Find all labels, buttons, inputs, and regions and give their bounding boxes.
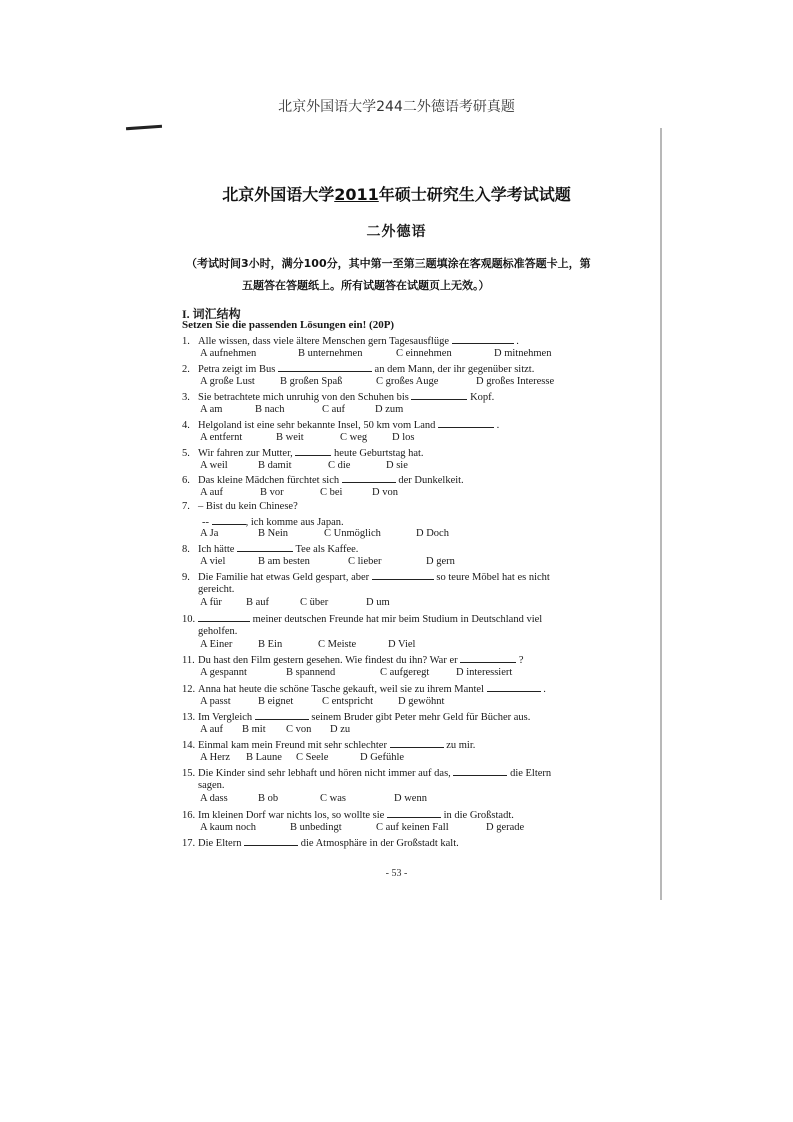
answer-blank[interactable]: [390, 737, 444, 748]
section-subheading: Setzen Sie die passenden Lösungen ein! (20P): [182, 319, 395, 331]
option-b[interactable]: B ob: [258, 793, 279, 804]
dialog-dash: --: [202, 516, 212, 528]
option-b[interactable]: B spannend: [286, 666, 336, 678]
exam-title: [0, 182, 793, 205]
option-a[interactable]: A dass: [200, 793, 228, 804]
scan-artifact-mark: [126, 125, 162, 131]
answer-blank[interactable]: [255, 709, 309, 720]
page-number: - 53 -: [385, 868, 408, 879]
question-text-after: .: [540, 684, 546, 695]
option-d[interactable]: D mitnehmen: [494, 347, 552, 359]
question-number: 1.: [182, 336, 190, 347]
option-c[interactable]: C auf: [322, 403, 346, 415]
question-text: Ich hätte: [198, 544, 238, 555]
option-d[interactable]: D sie: [386, 459, 408, 471]
question-text-after: zu mir.: [443, 740, 476, 751]
answer-blank[interactable]: [452, 333, 514, 344]
option-a[interactable]: A aufnehmen: [200, 347, 257, 359]
question-text: Alle wissen, dass viele ältere Menschen gern Tagesausflüge: [198, 336, 452, 347]
option-c[interactable]: C großes Auge: [376, 375, 439, 387]
option-b[interactable]: B Nein: [258, 528, 289, 539]
option-c[interactable]: C die: [328, 459, 351, 471]
question-text: Im Vergleich: [198, 712, 255, 723]
question-text: Sie betrachtete mich unruhig von den Schuhen bis: [198, 392, 412, 403]
scan-artifact-line: [660, 128, 662, 900]
option-c[interactable]: C Seele: [296, 751, 329, 763]
option-b[interactable]: B weit: [276, 431, 304, 443]
question-text-after: an dem Mann, der ihr gegenüber sitzt.: [371, 364, 535, 375]
question-text-after: .: [493, 420, 500, 431]
option-d[interactable]: D gern: [426, 555, 455, 567]
option-b[interactable]: B eignet: [258, 695, 294, 707]
question-number: 11.: [182, 655, 195, 666]
option-a[interactable]: A Einer: [200, 639, 233, 650]
option-b[interactable]: B auf: [246, 597, 270, 608]
question-number: 14.: [182, 740, 196, 751]
option-d[interactable]: D großes Interesse: [476, 375, 555, 387]
option-c[interactable]: C bei: [320, 486, 343, 498]
question-text-after: so teure Möbel hat es nicht: [433, 572, 550, 583]
option-b[interactable]: B nach: [255, 403, 285, 415]
question-number: 3.: [182, 392, 190, 403]
question-text: Helgoland ist eine sehr bekannte Insel, 50 km vom Land: [198, 420, 438, 431]
option-a[interactable]: A große Lust: [200, 375, 255, 387]
question-text-after: die Atmosphäre in der Großstadt kalt.: [298, 838, 459, 849]
document-header: 北京外国语大学244二外德语考研真题: [278, 99, 515, 115]
answer-blank[interactable]: [438, 417, 494, 428]
option-a[interactable]: A kaum noch: [200, 821, 256, 833]
question-text: Die Kinder sind sehr lebhaft und hören nicht immer auf das,: [198, 768, 454, 779]
question-number: 5.: [182, 448, 190, 459]
option-a[interactable]: A für: [200, 597, 222, 608]
option-c[interactable]: C auf keinen Fall: [376, 821, 449, 833]
option-c[interactable]: C weg: [340, 431, 368, 443]
answer-blank[interactable]: [411, 389, 467, 400]
question-continuation: gereicht.: [198, 583, 235, 595]
option-b[interactable]: B unbedingt: [290, 821, 342, 833]
answer-blank[interactable]: [198, 611, 250, 622]
question-text-after: die Eltern: [507, 768, 552, 779]
answer-blank[interactable]: [212, 514, 246, 525]
option-c[interactable]: C Meiste: [318, 639, 357, 650]
option-a[interactable]: A viel: [200, 555, 226, 567]
question-number: 15.: [182, 768, 196, 779]
option-a[interactable]: A gespannt: [200, 666, 247, 678]
question-continuation: geholfen.: [198, 625, 238, 637]
option-a[interactable]: A Ja: [200, 528, 219, 539]
question-number: 9.: [182, 572, 190, 583]
question-continuation: sagen.: [198, 779, 225, 791]
option-d[interactable]: D wenn: [394, 793, 427, 804]
option-d[interactable]: D Viel: [388, 639, 416, 650]
question-text: Die Familie hat etwas Geld gespart, aber: [198, 572, 372, 583]
dialog-text: , ich komme aus Japan.: [245, 516, 344, 528]
option-d[interactable]: D gerade: [486, 821, 525, 833]
question-number: 10.: [182, 614, 196, 625]
question-text-after: .: [513, 336, 519, 347]
option-b[interactable]: B Laune: [246, 751, 282, 763]
question-text: – Bist du kein Chinese?: [198, 501, 298, 512]
option-b[interactable]: B vor: [260, 486, 284, 498]
question-text: Im kleinen Dorf war nichts los, so wollte sie: [198, 810, 387, 821]
option-b[interactable]: B Ein: [258, 639, 283, 650]
exam-title-post: 年硕士研究生入学考试试题: [378, 185, 571, 204]
question-12: [182, 681, 602, 697]
question-text-after: seinem Bruder gibt Peter mehr Geld für Bücher aus.: [308, 712, 531, 723]
option-b[interactable]: B unternehmen: [298, 347, 363, 359]
question-number: 2.: [182, 364, 190, 375]
option-d[interactable]: D los: [392, 431, 415, 443]
option-c[interactable]: C über: [300, 597, 329, 608]
option-d[interactable]: D zum: [375, 403, 404, 415]
question-text: Petra zeigt im Bus: [198, 364, 278, 375]
option-c[interactable]: C lieber: [348, 555, 382, 567]
question-number: 17.: [182, 838, 196, 849]
question-number: 12.: [182, 684, 196, 695]
question-8: [182, 541, 602, 557]
option-c[interactable]: C von: [286, 723, 312, 735]
exam-title-pre: 北京外国语大学: [222, 185, 335, 204]
exam-instructions-line1: （考试时间3小时，满分100分，其中第一至第三题填涂在客观题标准答题卡上，第: [186, 257, 591, 270]
answer-blank[interactable]: [387, 807, 441, 818]
option-c[interactable]: C Unmöglich: [324, 528, 381, 539]
option-a[interactable]: A weil: [200, 459, 228, 471]
question-text-after: Tee als Kaffee.: [293, 544, 359, 555]
question-text-after: der Dunkelkeit.: [395, 475, 464, 486]
option-a[interactable]: A auf: [200, 723, 224, 735]
answer-blank[interactable]: [295, 445, 331, 456]
option-c[interactable]: C entspricht: [322, 695, 374, 707]
question-text: Einmal kam mein Freund mit sehr schlechter: [198, 740, 390, 751]
question-number: 8.: [182, 544, 190, 555]
option-c[interactable]: C aufgeregt: [380, 666, 430, 678]
section-heading: I. 词汇结构: [182, 307, 241, 321]
question-text-after: ?: [516, 655, 524, 666]
option-d[interactable]: D interessiert: [456, 666, 513, 678]
answer-blank[interactable]: [237, 541, 293, 552]
option-c[interactable]: C einnehmen: [396, 347, 452, 359]
answer-blank[interactable]: [372, 569, 434, 580]
question-number: 16.: [182, 810, 196, 821]
option-c[interactable]: C was: [320, 793, 346, 804]
question-text: Anna hat heute die schöne Tasche gekauft, weil sie zu ihrem Mantel: [198, 684, 487, 695]
question-7: [182, 500, 602, 514]
option-d[interactable]: D zu: [330, 723, 351, 735]
answer-blank[interactable]: [460, 652, 516, 663]
exam-subject: 二外德语: [366, 224, 427, 240]
question-number: 7.: [182, 501, 190, 512]
answer-blank[interactable]: [342, 472, 396, 483]
exam-year: 2011: [334, 185, 379, 204]
option-a[interactable]: A passt: [200, 695, 231, 707]
answer-blank[interactable]: [278, 361, 372, 372]
option-d[interactable]: D Gefühle: [360, 751, 405, 763]
option-d[interactable]: D von: [372, 486, 398, 498]
option-a[interactable]: A Herz: [200, 751, 231, 763]
question-text-after: in die Großstadt.: [440, 810, 514, 821]
option-a[interactable]: A auf: [200, 486, 224, 498]
question-number: 6.: [182, 475, 190, 486]
option-d[interactable]: D Doch: [416, 528, 449, 539]
answer-blank[interactable]: [487, 681, 541, 692]
option-b[interactable]: B am besten: [258, 555, 310, 567]
option-d[interactable]: D gewöhnt: [398, 695, 445, 707]
option-a[interactable]: A entfernt: [200, 431, 243, 443]
answer-blank[interactable]: [453, 765, 507, 776]
exam-instructions-line2: 五题答在答题纸上。所有试题答在试题页上无效。）: [242, 279, 490, 292]
question-17: [182, 835, 602, 851]
question-text: Das kleine Mädchen fürchtet sich: [198, 475, 342, 486]
question-text: Wir fahren zur Mutter,: [198, 448, 296, 459]
option-b[interactable]: B damit: [258, 459, 292, 471]
question-number: 4.: [182, 420, 190, 431]
question-text: Du hast den Film gestern gesehen. Wie findest du ihn? War er: [198, 655, 461, 666]
option-b[interactable]: B mit: [242, 723, 266, 735]
question-text: Die Eltern: [198, 838, 245, 849]
answer-blank[interactable]: [244, 835, 298, 846]
option-a[interactable]: A am: [200, 403, 223, 415]
option-b[interactable]: B großen Spaß: [280, 375, 343, 387]
question-text-after: meiner deutschen Freunde hat mir beim Studium in Deutschland viel: [250, 614, 543, 625]
question-number: 13.: [182, 712, 196, 723]
question-text-after: Kopf.: [467, 392, 495, 403]
question-text-after: heute Geburtstag hat.: [331, 448, 424, 459]
option-d[interactable]: D um: [366, 597, 390, 608]
